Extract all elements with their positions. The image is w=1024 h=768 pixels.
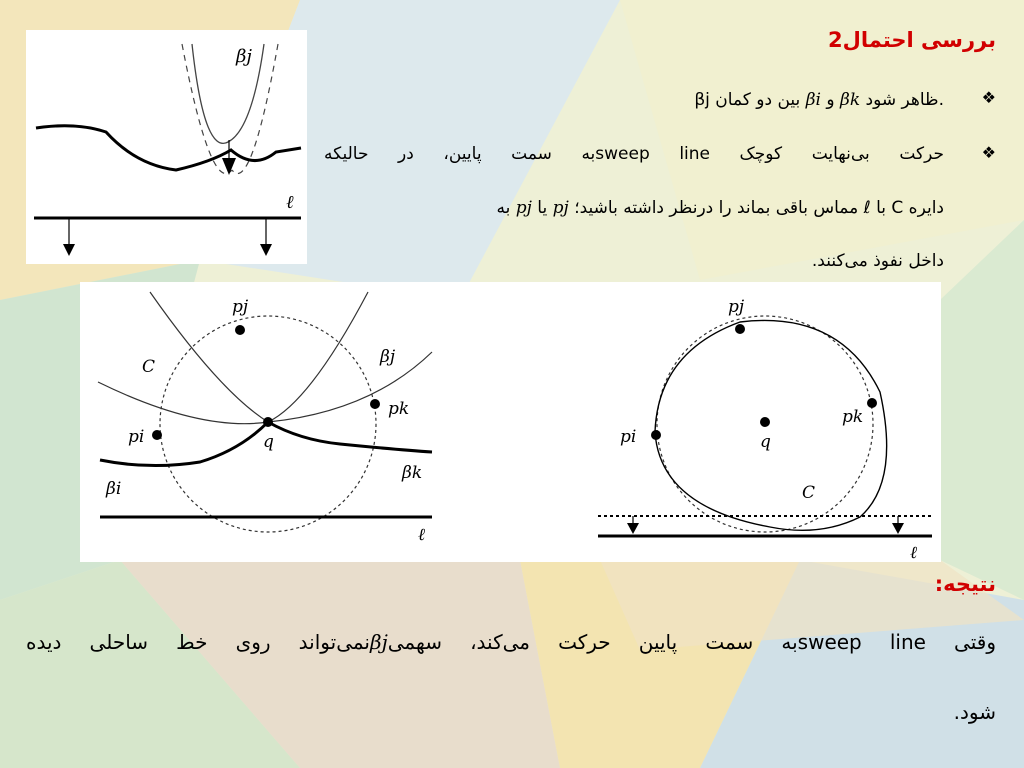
point-q [760,417,770,427]
bullet-1 [324,82,944,118]
label-pk: pk [842,407,864,427]
point-pk [370,399,380,409]
figure-top-left [26,30,307,264]
bullet-2-line-3: داخل نفوذ می‌کنند. [811,251,944,271]
result-line-1-pre: وقتی sweep lineبه سمت پایین حرکت می‌کند، سهمی [387,630,996,654]
bullet-1-and: و [826,90,835,110]
point-pi [651,430,661,440]
label-q: q [263,432,274,452]
label-beta-i: βi [106,479,122,499]
result-line-1 [26,630,996,654]
bullet-2-math-pj-2: pj [515,198,532,218]
bullet-2-line-2-pre: دایره C با ℓ مماس باقی بماند را درنظر داشته باشید؛ [574,198,944,218]
label-c: C [142,357,156,377]
label-ell: ℓ [286,192,294,213]
bullet-2-marker-icon: ❖ [981,143,996,162]
bullet-1-pre: βj بین دو کمان [694,90,801,110]
bullet-1-math-beta-i: βi [805,90,821,110]
point-q [263,417,273,427]
label-pi: pi [620,427,637,447]
bullet-2-math-pj-1: pj [552,198,569,218]
label-c: C [802,483,816,503]
label-beta-k: βk [402,463,423,483]
point-pi [152,430,162,440]
label-ell: ℓ [910,543,918,562]
bullet-2-or: یا [537,198,548,218]
label-pi: pi [128,427,145,447]
slide-title: بررسی احتمال2 [828,28,996,52]
label-pj: pj [728,297,745,317]
label-pk: pk [388,399,410,419]
bullet-1-math-beta-k: βk [839,90,861,110]
bullet-1-post: ظاهر شود. [865,90,944,110]
point-pj [735,324,745,334]
bullet-2-to: به [496,198,511,218]
bullet-1-marker-icon: ❖ [981,88,996,107]
result-line-2: شود. [953,700,996,724]
label-beta-j: βj [236,46,252,67]
figure-bottom [80,282,941,562]
label-pj: pj [232,297,249,317]
point-pj [235,325,245,335]
bullet-2-line-1: حرکت بی‌نهایت کوچک sweep lineبه سمت پایین، در حالیکه [324,144,944,164]
label-q: q [760,432,771,452]
result-line-1-post: نمی‌تواند روی خط ساحلی دیده [26,630,370,654]
label-ell: ℓ [418,525,426,545]
label-beta-j: βj [380,347,396,367]
result-heading: نتیجه: [934,572,996,596]
result-math-beta-j: βj [370,630,388,654]
point-pk [867,398,877,408]
bullet-2-line-2 [324,190,944,226]
